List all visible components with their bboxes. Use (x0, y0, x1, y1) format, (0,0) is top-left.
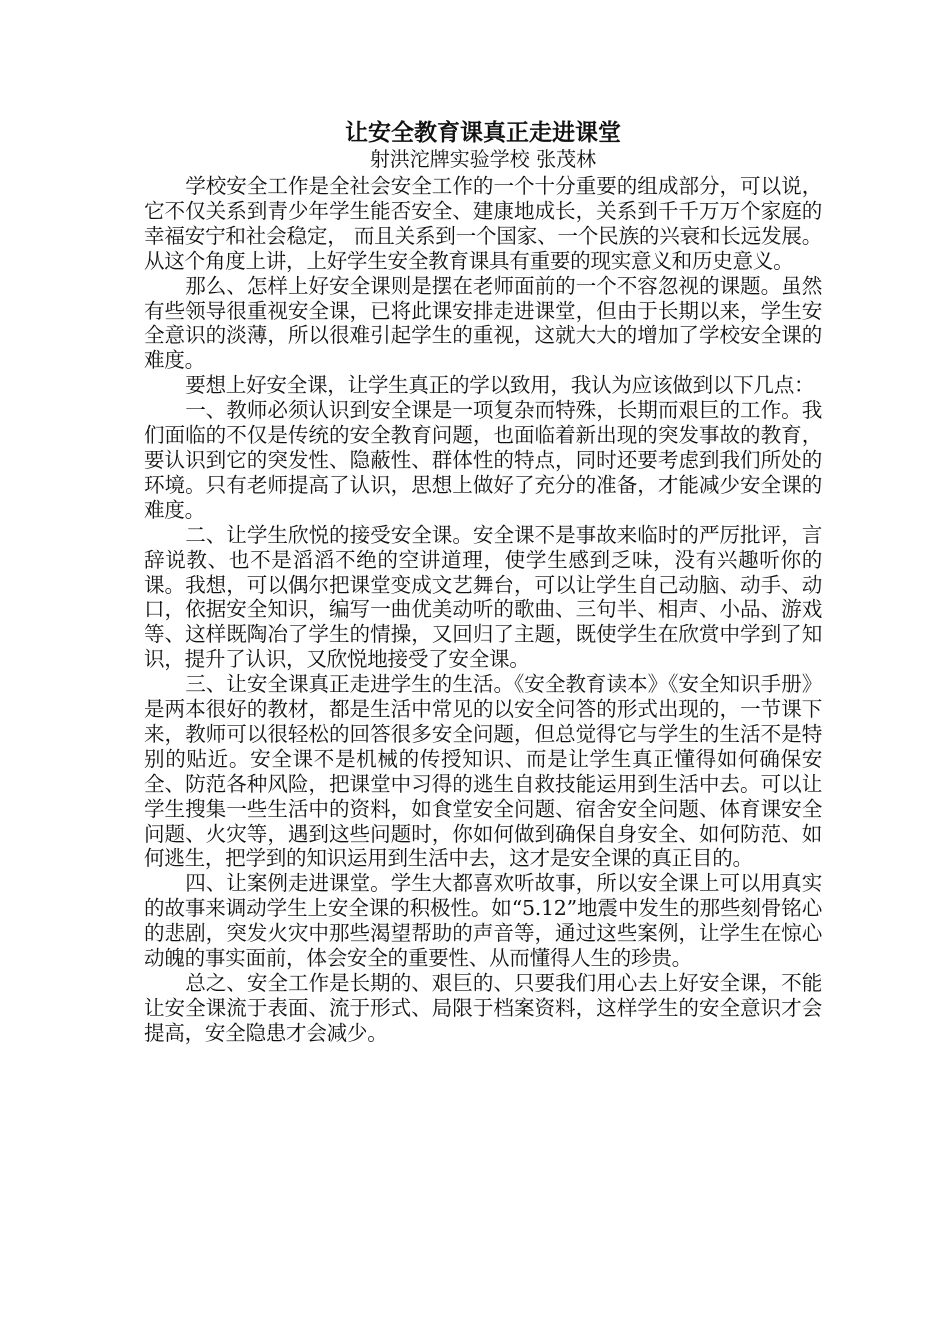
paragraph-problem: 那么、怎样上好安全课则是摆在老师面前的一个不容忽视的课题。虽然有些领导很重视安全课，已将此课安排走进课堂，但由于长期以来，学生安全意识的淡薄，所以很难引起学生的重视，这就大大的增加了学校安全课的难度。 (144, 273, 822, 373)
paragraph-point-1: 一、教师必须认识到安全课是一项复杂而特殊，长期而艰巨的工作。我们面临的不仅是传统的安全教育问题，也面临着新出现的突发事故的教育，要认识到它的突发性、隐蔽性、群体性的特点，同时还要考虑到我们所处的环境。只有老师提高了认识，思想上做好了充分的准备，才能减少安全课的难度。 (144, 398, 822, 522)
paragraph-conclusion: 总之、安全工作是长期的、艰巨的、只要我们用心去上好安全课，不能让安全课流于表面、流于形式、局限于档案资料，这样学生的安全意识才会提高，安全隐患才会减少。 (144, 971, 822, 1045)
paragraph-point-3: 三、让安全课真正走进学生的生活。《安全教育读本》《安全知识手册》是两本很好的教材，都是生活中常见的以安全问答的形式出现的，一节课下来，教师可以很轻松的回答很多安全问题，但总觉得它与学生的生活不是特别的贴近。安全课不是机械的传授知识、而是让学生真正懂得如何确保安全、防范各种风险，把课堂中习得的逃生自救技能运用到生活中去。可以让学生搜集一些生活中的资料，如食堂安全问题、宿舍安全问题、体育课安全问题、火灾等，遇到这些问题时，你如何做到确保自身安全、如何防范、如何逃生，把学到的知识运用到生活中去，这才是安全课的真正目的。 (144, 672, 822, 871)
paragraph-point-4: 四、让案例走进课堂。学生大都喜欢听故事，所以安全课上可以用真实的故事来调动学生上安全课的积极性。如“5.12”地震中发生的那些刻骨铭心的悲剧，突发火灾中那些渴望帮助的声音等，通过这些案例，让学生在惊心动魄的事实面前，体会安全的重要性、从而懂得人生的珍贵。 (144, 871, 822, 971)
paragraph-intro: 学校安全工作是全社会安全工作的一个十分重要的组成部分，可以说，它不仅关系到青少年学生能否安全、建康地成长，关系到千千万万个家庭的幸福安宁和社会稳定， 而且关系到一个国家、一个民族的兴衰和长远发展。从这个角度上讲，上好学生安全教育课具有重要的现实意义和历史意义。 (144, 174, 822, 273)
author-byline: 射洪沱牌实验学校 张茂林 (369, 147, 597, 171)
document-title: 让安全教育课真正走进课堂 (345, 119, 621, 146)
document-page (144, 118, 822, 1046)
paragraph-points-lead: 要想上好安全课，让学生真正的学以致用，我认为应该做到以下几点： (185, 373, 815, 398)
paragraph-point-2: 二、让学生欣悦的接受安全课。安全课不是事故来临时的严厉批评，言辞说教、也不是滔滔不绝的空讲道理，使学生感到乏味，没有兴趣听你的课。我想，可以偶尔把课堂变成文艺舞台，可以让学生自己动脑、动手、动口，依据安全知识，编写一曲优美动听的歌曲、三句半、相声、小品、游戏等、这样既陶冶了学生的情操，又回归了主题，既使学生在欣赏中学到了知识，提升了认识，又欣悦地接受了安全课。 (144, 522, 822, 672)
